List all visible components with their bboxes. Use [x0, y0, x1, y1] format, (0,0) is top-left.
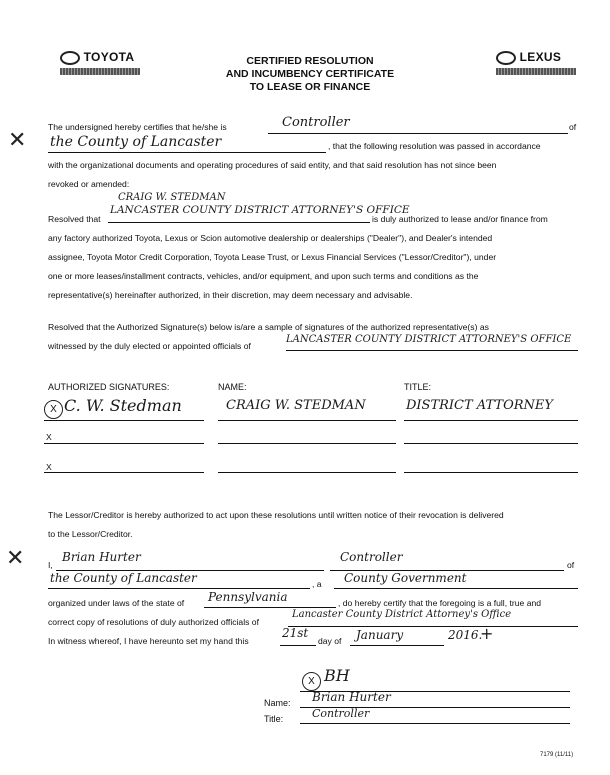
sign-here-x-icon: X — [302, 672, 321, 691]
hw-certifier-entity: the County of Lancaster — [50, 571, 197, 585]
col-name: NAME: — [218, 382, 247, 392]
hw-certified-office: Lancaster County District Attorney's Office — [292, 609, 512, 620]
hw-authorized-name: CRAIG W. STEDMAN — [118, 192, 226, 203]
toyota-logo: TOYOTA — [60, 50, 134, 65]
hw-state: Pennsylvania — [208, 590, 288, 604]
lexus-emblem-icon — [496, 51, 516, 65]
hw-certifier-name: Brian Hurter — [62, 550, 141, 564]
hw-signer-title-final: Controller — [312, 707, 370, 720]
lexus-logo-bar — [496, 68, 576, 75]
signer-title-line — [268, 133, 568, 134]
witness-official-line — [286, 350, 578, 351]
hw-signature: C. W. Stedman — [64, 396, 182, 415]
hw-witness-office: LANCASTER COUNTY DISTRICT ATTORNEY'S OFFICE — [286, 334, 572, 345]
sign-here-x-icon: X — [44, 400, 63, 419]
hw-authorized-office: LANCASTER COUNTY DISTRICT ATTORNEY'S OFFICE — [110, 204, 410, 216]
hw-signer-title: Controller — [282, 115, 350, 130]
hw-day: 21st — [282, 626, 309, 640]
hw-entity-type: County Government — [344, 571, 467, 585]
lexus-logo: LEXUS — [496, 50, 561, 65]
hw-signature-title: DISTRICT ATTORNEY — [406, 398, 553, 413]
col-title: TITLE: — [404, 382, 432, 392]
margin-x-mark-icon: ✕ — [6, 546, 25, 571]
hw-signer-initials: BH — [324, 666, 350, 685]
plus-mark-icon: + — [480, 624, 494, 643]
hw-signer-name: Brian Hurter — [312, 690, 391, 704]
entity-line — [48, 152, 326, 153]
margin-x-mark-icon: ✕ — [8, 128, 27, 153]
hw-signature-name: CRAIG W. STEDMAN — [226, 398, 366, 413]
document-title: CERTIFIED RESOLUTION AND INCUMBENCY CERTIFICATE TO LEASE OR FINANCE — [225, 55, 395, 93]
hw-year: 2016. — [448, 628, 483, 642]
hw-month: January — [356, 628, 404, 642]
toyota-emblem-icon — [60, 51, 80, 65]
hw-certifier-title: Controller — [340, 550, 403, 564]
hw-entity: the County of Lancaster — [50, 134, 222, 150]
authorized-name-line — [108, 222, 370, 223]
form-code: 7179 (11/11) — [540, 752, 574, 758]
toyota-logo-bar — [60, 68, 140, 75]
col-authorized-signatures: AUTHORIZED SIGNATURES: — [48, 382, 170, 392]
